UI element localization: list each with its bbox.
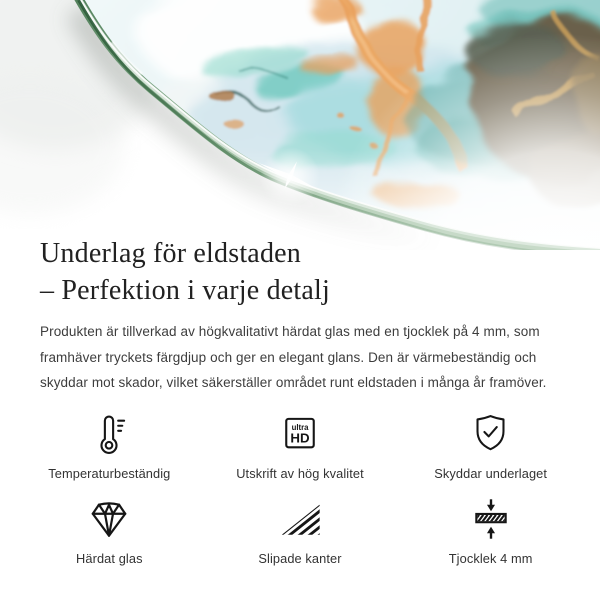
diamond-icon xyxy=(86,495,132,543)
feature-label: Slipade kanter xyxy=(258,550,342,566)
ultra-hd-icon xyxy=(278,410,322,458)
polished-edges-icon xyxy=(277,495,323,543)
product-description: Produkten är tillverkad av högkvalitativt härdat glas med en tjocklek på 4 mm, som framhäver tryckets färgdjup och ger en elegant glans. Den är värmebeständig och skyddar mot skador, vilket säkerställer området runt eldstaden i många år framöver. xyxy=(40,323,547,391)
page-title-line1: Underlag för eldstaden xyxy=(40,238,301,269)
ultra-hd-icon-text-top: ultra xyxy=(291,422,309,432)
feature-label: Temperaturbeständig xyxy=(48,465,171,481)
feature-temperature-resistant xyxy=(14,410,205,481)
thickness-icon xyxy=(469,495,513,543)
feature-thickness xyxy=(395,495,586,566)
feature-tempered-glass xyxy=(14,495,205,566)
feature-label: Härdat glas xyxy=(76,550,143,566)
thermometer-icon xyxy=(87,410,131,458)
feature-print-quality xyxy=(205,410,396,481)
features-grid xyxy=(14,410,586,566)
page-title xyxy=(40,236,560,310)
shield-check-icon xyxy=(469,410,512,458)
feature-polished-edges xyxy=(205,495,396,566)
page-title-line2: – Perfektion i varje detalj xyxy=(40,274,330,306)
feature-label: Skyddar underlaget xyxy=(434,465,548,481)
feature-label: Tjocklek 4 mm xyxy=(448,550,533,566)
feature-protects-surface xyxy=(395,410,586,481)
feature-label: Utskrift av hög kvalitet xyxy=(236,465,364,481)
ultra-hd-icon-text-bottom: HD xyxy=(290,430,310,446)
